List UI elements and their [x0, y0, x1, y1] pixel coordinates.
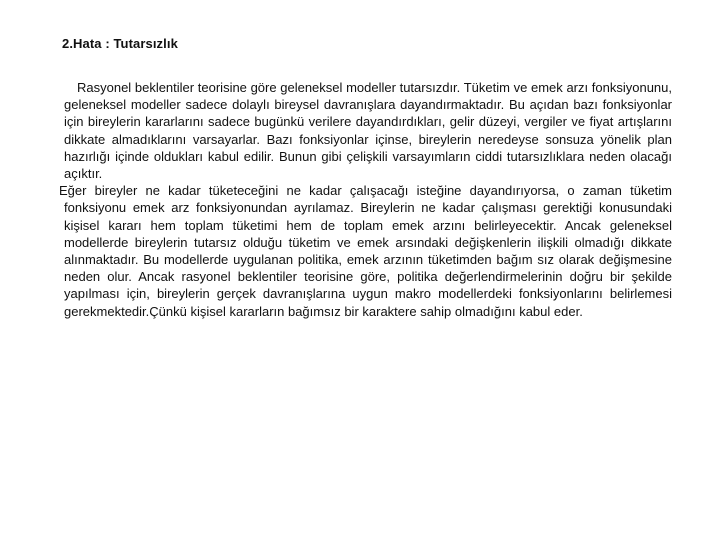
body-text [59, 79, 672, 320]
paragraph-1: Rasyonel beklentiler teorisine göre geleneksel modeller tutarsızdır. Tüketim ve emek arzı fonksiyonunu, geleneksel modeller sadece dolaylı bireysel davranışlara dayandırmaktadır. Bu açıdan bazı fonksiyonlar için bireylerin kararlarını sadece bugünkü verilere dayandırdıkları, gelir düzeyi, vergiler ve fiyat artışlarını dikkate almadıklarını varsayarlar. Bazı fonksiyonlar içinse, bireylerin neredeyse sonsuza yönelik plan hazırlığı içinde oldukları kabul edilir. Bunun gibi çelişkili varsayımların ciddi tutarsızlıklara neden olacağı açıktır. [64, 80, 672, 182]
paragraph-2: Eğer bireyler ne kadar tüketeceğini ne kadar çalışacağı isteğine dayandırıyorsa, o zaman tüketim fonksiyonu emek arz fonksiyonundan ayrılamaz. Bireylerin ne kadar çalışması gerektiği konusundaki kişisel kararı hem toplam tüketimi hem de toplam emek arzını belirleyecektir. Ancak geleneksel modellerde bireylerin tutarsız olduğu tüketim ve emek arsındaki değişkenlerin ilişkili olmadığı dikkate alınmaktadır. Bu modellerde uygulanan politika, emek arzının tüketimden bağım sız olarak değişmesine neden olur. Ancak rasyonel beklentiler teorisine göre, politika değerlendirmelerinin doğru bir şekilde yapılması için, bireylerin gerçek davranışlarına uygun makro modellerdeki fonksiyonlarını belirlemesi gerekmektedir.Çünkü kişisel kararların bağımsız bir karaktere sahip olmadığını kabul eder. [59, 183, 672, 319]
section-heading: 2.Hata : Tutarsızlık [62, 36, 178, 51]
